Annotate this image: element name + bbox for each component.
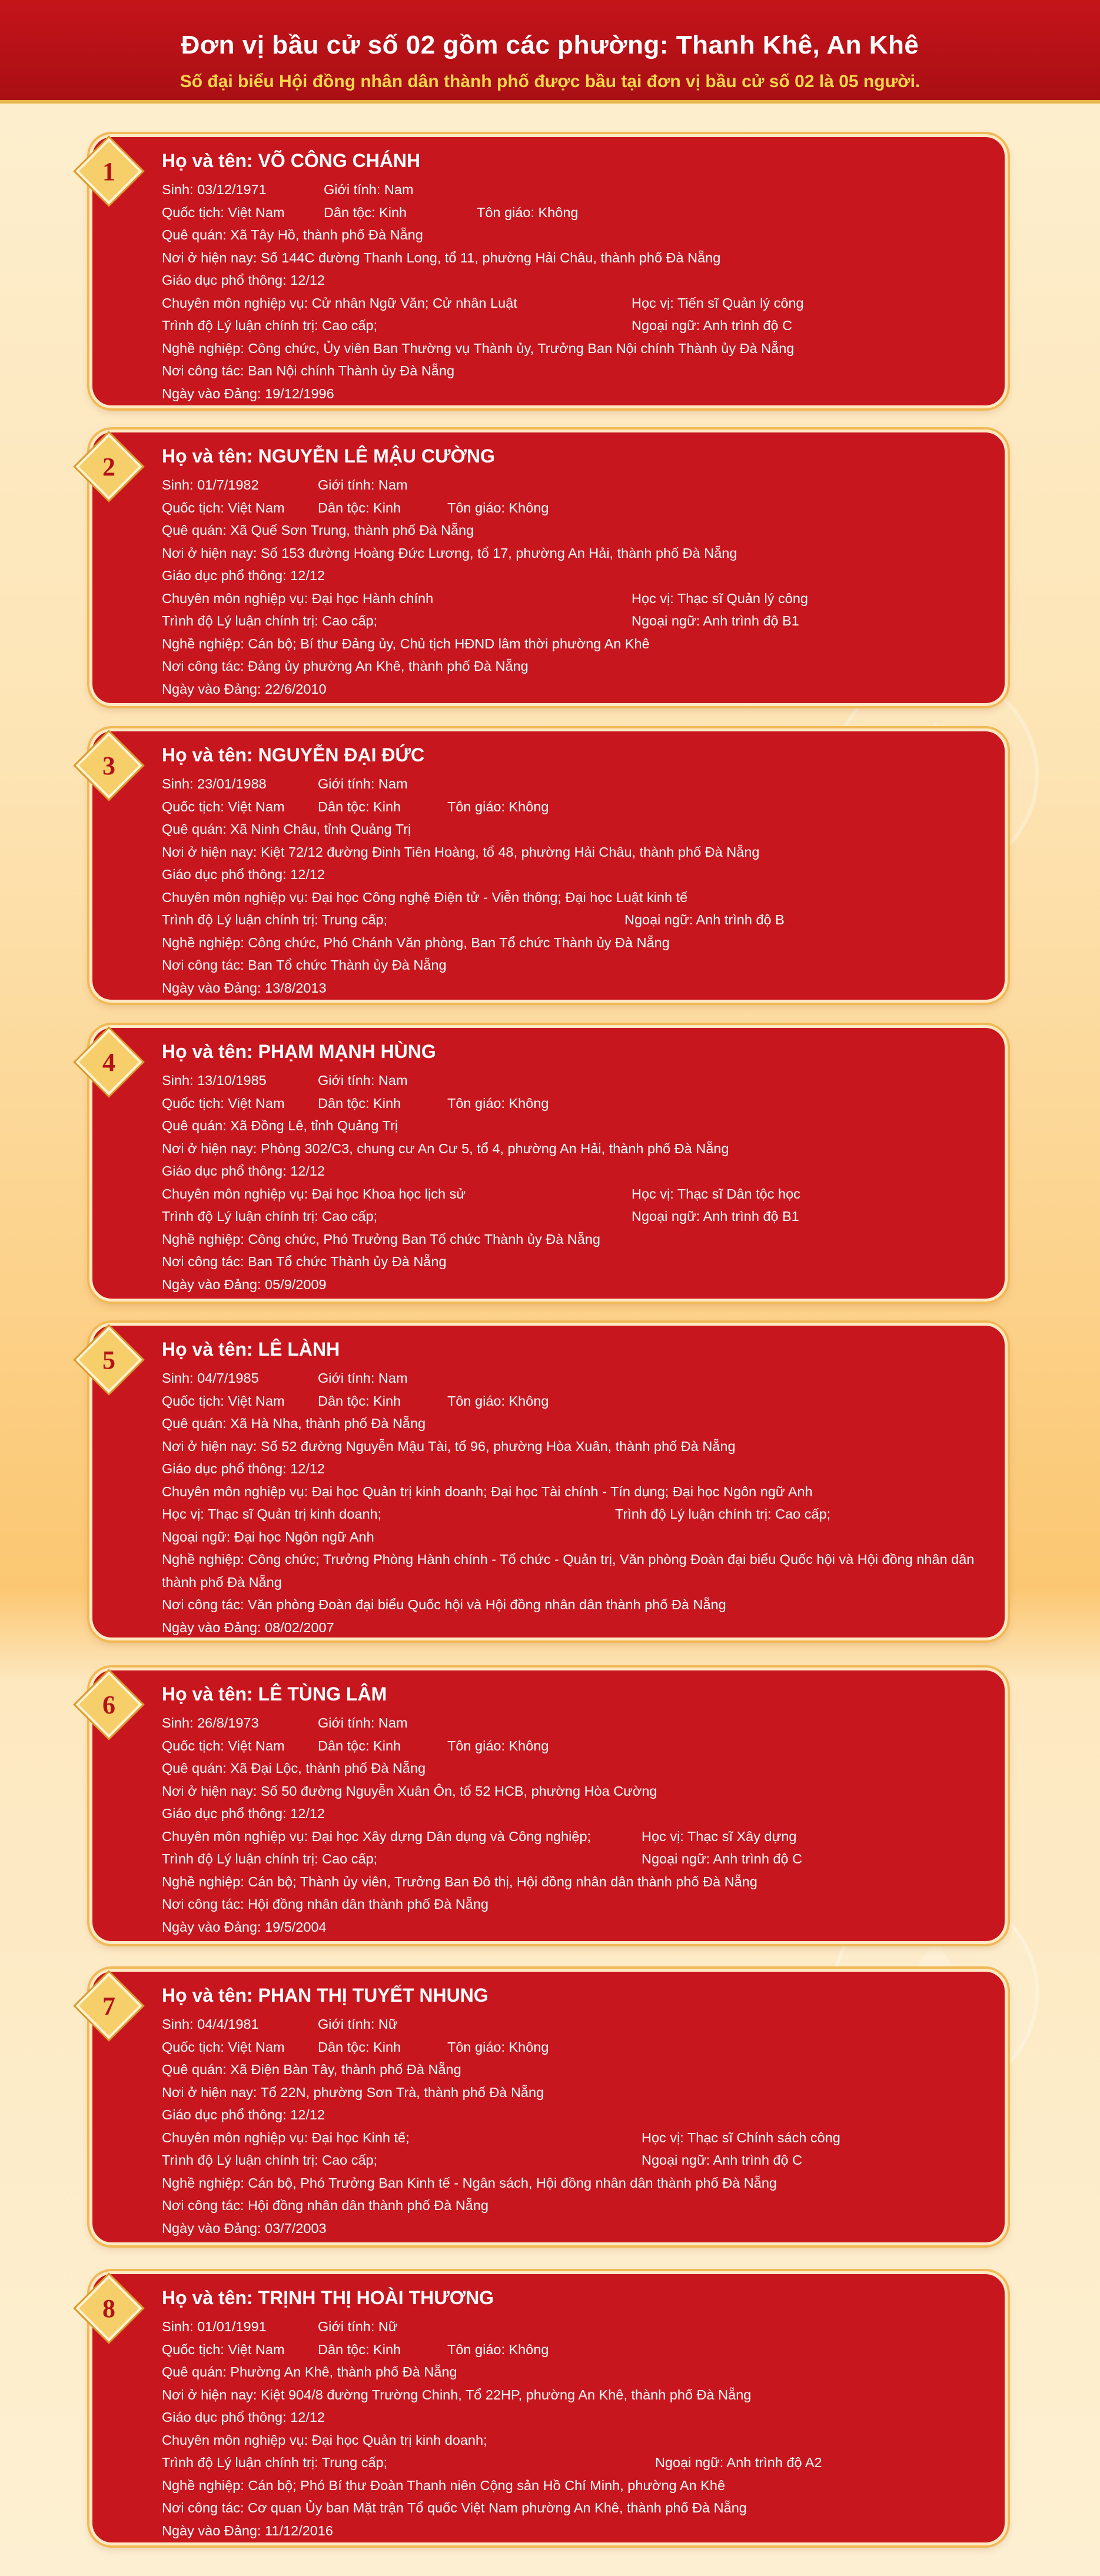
ethnicity: Dân tộc: Kinh — [318, 1095, 401, 1111]
party-join-date: Ngày vào Đảng: 03/7/2003 — [162, 2220, 327, 2236]
candidate-name: Họ và tên: LÊ LÀNH — [162, 1339, 340, 1360]
hometown: Quê quán: Xã Ninh Châu, tỉnh Quảng Trị — [162, 821, 411, 837]
politics-level: Trình độ Lý luận chính trị: Cao cấp; — [162, 1851, 378, 1866]
politics-level: Trình độ Lý luận chính trị: Trung cấp; — [162, 912, 388, 927]
candidate-card-3 — [89, 728, 1008, 1003]
number-label: 6 — [102, 1690, 115, 1719]
residence: Nơi ở hiện nay: Kiệt 904/8 đường Trường Chinh, Tổ 22HP, phường An Khê, thành phố Đà Nẵng — [162, 2387, 752, 2402]
residence: Nơi ở hiện nay: Số 144C đường Thanh Long, tổ 11, phường Hải Châu, thành phố Đà Nẵng — [162, 249, 721, 265]
occupation: Nghề nghiệp: Cán bộ; Thành ủy viên, Trưởng Ban Đô thị, Hội đồng nhân dân thành phố Đà Nẵng — [162, 1873, 757, 1889]
candidate-card-6 — [89, 1668, 1008, 1944]
candidate-card-8 — [89, 2271, 1008, 2545]
ethnicity: Dân tộc: Kinh — [318, 1393, 401, 1409]
gender: Giới tính: Nữ — [318, 2319, 398, 2334]
religion: Tôn giáo: Không — [447, 2341, 549, 2357]
number-label: 4 — [102, 1047, 115, 1077]
number-badge — [75, 138, 142, 204]
religion: Tôn giáo: Không — [447, 798, 549, 814]
candidate-card-2 — [89, 430, 1008, 706]
nationality: Quốc tịch: Việt Nam — [162, 1738, 285, 1753]
occupation: Nghề nghiệp: Công chức, Phó Trưởng Ban Tổ chức Thành ủy Đà Nẵng — [162, 1231, 600, 1247]
birth: Sinh: 26/8/1973 — [162, 1715, 259, 1730]
occupation: Nghề nghiệp: Công chức, Ủy viên Ban Thường vụ Thành ủy, Trưởng Ban Nội chính Thành ủy Đà Nẵng — [162, 340, 795, 356]
number-label: 1 — [102, 157, 115, 186]
nationality: Quốc tịch: Việt Nam — [162, 500, 285, 515]
nationality: Quốc tịch: Việt Nam — [162, 2039, 285, 2055]
birth: Sinh: 04/7/1985 — [162, 1370, 259, 1386]
birth: Sinh: 04/4/1981 — [162, 2016, 259, 2032]
language: Ngoại ngữ: Anh trình độ B — [624, 912, 785, 927]
workplace: Nơi công tác: Văn phòng Đoàn đại biểu Quốc hội và Hội đồng nhân dân thành phố Đà Nẵng — [162, 1597, 726, 1612]
birth: Sinh: 13/10/1985 — [162, 1073, 267, 1088]
candidate-name: Họ và tên: PHẠM MẠNH HÙNG — [162, 1041, 436, 1062]
nationality: Quốc tịch: Việt Nam — [162, 1095, 285, 1111]
nationality: Quốc tịch: Việt Nam — [162, 798, 285, 814]
number-badge — [75, 1671, 142, 1738]
degree: Học vị: Tiến sĩ Quản lý công — [632, 295, 804, 311]
degree: Học vị: Thạc sĩ Dân tộc học — [632, 1186, 800, 1202]
ethnicity: Dân tộc: Kinh — [318, 2039, 401, 2055]
occupation: Nghề nghiệp: Cán bộ, Phó Trưởng Ban Kinh tế - Ngân sách, Hội đồng nhân dân thành phố Đà Nẵng — [162, 2175, 777, 2191]
education: Giáo dục phổ thông: 12/12 — [162, 1461, 325, 1476]
ethnicity: Dân tộc: Kinh — [324, 204, 407, 220]
residence: Nơi ở hiện nay: Số 50 đường Nguyễn Xuân Ôn, tổ 52 HCB, phường Hòa Cường — [162, 1783, 657, 1799]
residence: Nơi ở hiện nay: Số 153 đường Hoàng Đức Lương, tổ 17, phường An Hải, thành phố Đà Nẵng — [162, 545, 737, 561]
residence: Nơi ở hiện nay: Số 52 đường Nguyễn Mậu Tài, tổ 96, phường Hòa Xuân, thành phố Đà Nẵng — [162, 1438, 736, 1454]
candidate-name: Họ và tên: NGUYỄN ĐẠI ĐỨC — [162, 744, 425, 766]
residence: Nơi ở hiện nay: Kiệt 72/12 đường Đinh Tiên Hoàng, tổ 48, phường Hải Châu, thành phố Đà Nẵng — [162, 844, 760, 860]
language: Ngoại ngữ: Anh trình độ C — [642, 2152, 803, 2168]
hometown: Quê quán: Phường An Khê, thành phố Đà Nẵng — [162, 2364, 457, 2379]
number-badge — [75, 1326, 142, 1393]
hometown: Quê quán: Xã Đồng Lê, tỉnh Quảng Trị — [162, 1118, 398, 1133]
birth: Sinh: 03/12/1971 — [162, 182, 267, 197]
candidate-name: Họ và tên: NGUYỄN LÊ MẬU CƯỜNG — [162, 445, 495, 467]
party-join-date: Ngày vào Đảng: 22/6/2010 — [162, 681, 327, 697]
number-badge — [75, 1029, 142, 1095]
language: Ngoại ngữ: Anh trình độ C — [632, 318, 793, 333]
specialty: Chuyên môn nghiệp vụ: Đại học Quản trị kinh doanh; — [162, 2432, 487, 2448]
religion: Tôn giáo: Không — [447, 1095, 549, 1111]
religion: Tôn giáo: Không — [447, 1738, 549, 1753]
nationality: Quốc tịch: Việt Nam — [162, 1393, 285, 1409]
religion: Tôn giáo: Không — [477, 204, 579, 220]
gender: Giới tính: Nam — [324, 182, 414, 197]
party-join-date: Ngày vào Đảng: 13/8/2013 — [162, 980, 327, 996]
education: Giáo dục phổ thông: 12/12 — [162, 272, 325, 288]
residence: Nơi ở hiện nay: Phòng 302/C3, chung cư An Cư 5, tổ 4, phường An Hải, thành phố Đà Nẵng — [162, 1140, 729, 1156]
number-label: 5 — [102, 1345, 115, 1374]
party-join-date: Ngày vào Đảng: 19/5/2004 — [162, 1919, 327, 1935]
nationality: Quốc tịch: Việt Nam — [162, 204, 285, 220]
workplace: Nơi công tác: Hội đồng nhân dân thành phố Đà Nẵng — [162, 1896, 488, 1912]
residence: Nơi ở hiện nay: Tổ 22N, phường Sơn Trà, thành phố Đà Nẵng — [162, 2084, 544, 2100]
workplace: Nơi công tác: Ban Tổ chức Thành ủy Đà Nẵng — [162, 1254, 447, 1269]
workplace: Nơi công tác: Đảng ủy phường An Khê, thành phố Đà Nẵng — [162, 658, 529, 674]
candidate-name: Họ và tên: LÊ TÙNG LÂM — [162, 1683, 387, 1705]
ethnicity: Dân tộc: Kinh — [318, 798, 401, 814]
ethnicity: Dân tộc: Kinh — [318, 1738, 401, 1753]
hometown: Quê quán: Xã Điện Bàn Tây, thành phố Đà Nẵng — [162, 2062, 461, 2077]
number-label: 7 — [102, 1991, 115, 2021]
number-badge — [75, 433, 142, 500]
occupation: Nghề nghiệp: Cán bộ; Phó Bí thư Đoàn Thanh niên Cộng sản Hồ Chí Minh, phường An Khê — [162, 2477, 726, 2493]
birth: Sinh: 23/01/1988 — [162, 776, 267, 791]
number-badge — [75, 1972, 142, 2039]
politics-level: Trình độ Lý luận chính trị: Trung cấp; — [162, 2455, 388, 2470]
education: Giáo dục phổ thông: 12/12 — [162, 2107, 325, 2122]
degree: Học vị: Thạc sĩ Quản lý công — [632, 590, 808, 606]
candidate-card-4 — [89, 1025, 1008, 1302]
politics-level: Trình độ Lý luận chính trị: Cao cấp; — [162, 1209, 378, 1224]
page-subtitle: Số đại biểu Hội đồng nhân dân thành phố được bầu tại đơn vị bầu cử số 02 là 05 người. — [180, 72, 920, 91]
number-badge — [75, 732, 142, 798]
number-badge — [75, 2275, 142, 2341]
specialty: Chuyên môn nghiệp vụ: Đại học Hành chính — [162, 590, 434, 606]
education: Giáo dục phổ thông: 12/12 — [162, 568, 325, 583]
degree: Học vị: Thạc sĩ Chính sách công — [642, 2129, 840, 2145]
language: Ngoại ngữ: Anh trình độ B1 — [632, 1209, 799, 1224]
language: Ngoại ngữ: Anh trình độ A2 — [655, 2455, 822, 2470]
religion: Tôn giáo: Không — [447, 500, 549, 515]
specialty: Chuyên môn nghiệp vụ: Đại học Xây dựng Dân dụng và Công nghiệp; — [162, 1828, 591, 1844]
specialty: Chuyên môn nghiệp vụ: Đại học Kinh tế; — [162, 2129, 410, 2145]
number-label: 2 — [102, 452, 115, 481]
candidate-name: Họ và tên: PHAN THỊ TUYẾT NHUNG — [162, 1985, 488, 2006]
hometown: Quê quán: Xã Hà Nha, thành phố Đà Nẵng — [162, 1416, 426, 1431]
occupation: Nghề nghiệp: Công chức; Trưởng Phòng Hành chính - Tổ chức - Quản trị, Văn phòng Đoàn đại biểu Quốc hội và Hội đồng nhân dân thành phố Đà Nẵng — [162, 1552, 975, 1590]
birth: Sinh: 01/01/1991 — [162, 2319, 267, 2334]
birth: Sinh: 01/7/1982 — [162, 477, 259, 492]
hometown: Quê quán: Xã Quế Sơn Trung, thành phố Đà Nẵng — [162, 522, 474, 538]
specialty: Chuyên môn nghiệp vụ: Đại học Quản trị kinh doanh; Đại học Tài chính - Tín dụng; Đại học Ngôn ngữ Anh — [162, 1483, 813, 1499]
page-header — [0, 0, 1100, 104]
gender: Giới tính: Nữ — [318, 2016, 398, 2032]
religion: Tôn giáo: Không — [447, 2039, 549, 2055]
language: Ngoại ngữ: Đại học Ngôn ngữ Anh — [162, 1529, 374, 1545]
specialty: Chuyên môn nghiệp vụ: Đại học Khoa học lịch sử — [162, 1186, 466, 1202]
workplace: Nơi công tác: Ban Nội chính Thành ủy Đà Nẵng — [162, 363, 455, 378]
page-title: Đơn vị bầu cử số 02 gồm các phường: Thanh Khê, An Khê — [181, 31, 919, 59]
candidate-name: Họ và tên: VÕ CÔNG CHÁNH — [162, 150, 421, 171]
workplace: Nơi công tác: Ban Tổ chức Thành ủy Đà Nẵng — [162, 957, 447, 973]
party-join-date: Ngày vào Đảng: 05/9/2009 — [162, 1276, 327, 1292]
gender: Giới tính: Nam — [318, 776, 408, 791]
gender: Giới tính: Nam — [318, 1715, 408, 1730]
nationality: Quốc tịch: Việt Nam — [162, 2341, 285, 2357]
politics-level: Trình độ Lý luận chính trị: Cao cấp; — [162, 613, 378, 628]
candidate-card-7 — [89, 1969, 1008, 2245]
gender: Giới tính: Nam — [318, 1370, 408, 1386]
language: Ngoại ngữ: Anh trình độ B1 — [632, 613, 799, 628]
candidate-name: Họ và tên: TRỊNH THỊ HOÀI THƯƠNG — [162, 2287, 494, 2308]
specialty: Chuyên môn nghiệp vụ: Cử nhân Ngữ Văn; Cử nhân Luật — [162, 295, 517, 311]
education: Giáo dục phổ thông: 12/12 — [162, 2409, 325, 2425]
language: Ngoại ngữ: Anh trình độ C — [642, 1851, 803, 1866]
gender: Giới tính: Nam — [318, 1073, 408, 1088]
number-label: 3 — [102, 751, 115, 780]
candidate-card-1 — [89, 134, 1008, 408]
occupation: Nghề nghiệp: Công chức, Phó Chánh Văn phòng, Ban Tổ chức Thành ủy Đà Nẵng — [162, 934, 670, 950]
religion: Tôn giáo: Không — [447, 1393, 549, 1409]
ethnicity: Dân tộc: Kinh — [318, 2341, 401, 2357]
education: Giáo dục phổ thông: 12/12 — [162, 1163, 325, 1179]
workplace: Nơi công tác: Hội đồng nhân dân thành phố Đà Nẵng — [162, 2198, 488, 2213]
education: Giáo dục phổ thông: 12/12 — [162, 1806, 325, 1821]
party-join-date: Ngày vào Đảng: 19/12/1996 — [162, 385, 334, 401]
ethnicity: Dân tộc: Kinh — [318, 500, 401, 515]
party-join-date: Ngày vào Đảng: 08/02/2007 — [162, 1619, 334, 1635]
candidate-card-5 — [89, 1323, 1008, 1640]
workplace: Nơi công tác: Cơ quan Ủy ban Mặt trận Tổ quốc Việt Nam phường An Khê, thành phố Đà Nẵng — [162, 2500, 747, 2515]
politics-level: Trình độ Lý luận chính trị: Cao cấp; — [615, 1506, 831, 1522]
hometown: Quê quán: Xã Tây Hồ, thành phố Đà Nẵng — [162, 227, 423, 242]
gender: Giới tính: Nam — [318, 477, 408, 492]
hometown: Quê quán: Xã Đại Lộc, thành phố Đà Nẵng — [162, 1760, 426, 1776]
education: Giáo dục phổ thông: 12/12 — [162, 867, 325, 882]
politics-level: Trình độ Lý luận chính trị: Cao cấp; — [162, 318, 378, 333]
party-join-date: Ngày vào Đảng: 11/12/2016 — [162, 2522, 333, 2538]
specialty: Chuyên môn nghiệp vụ: Đại học Công nghệ Điện tử - Viễn thông; Đại học Luật kinh tế — [162, 889, 688, 905]
occupation: Nghề nghiệp: Cán bộ; Bí thư Đảng ủy, Chủ tịch HĐND lâm thời phường An Khê — [162, 635, 650, 651]
degree: Học vị: Thạc sĩ Xây dựng — [642, 1828, 797, 1844]
number-label: 8 — [102, 2294, 115, 2323]
politics-level: Trình độ Lý luận chính trị: Cao cấp; — [162, 2152, 378, 2168]
degree: Học vị: Thạc sĩ Quản trị kinh doanh; — [162, 1506, 382, 1522]
